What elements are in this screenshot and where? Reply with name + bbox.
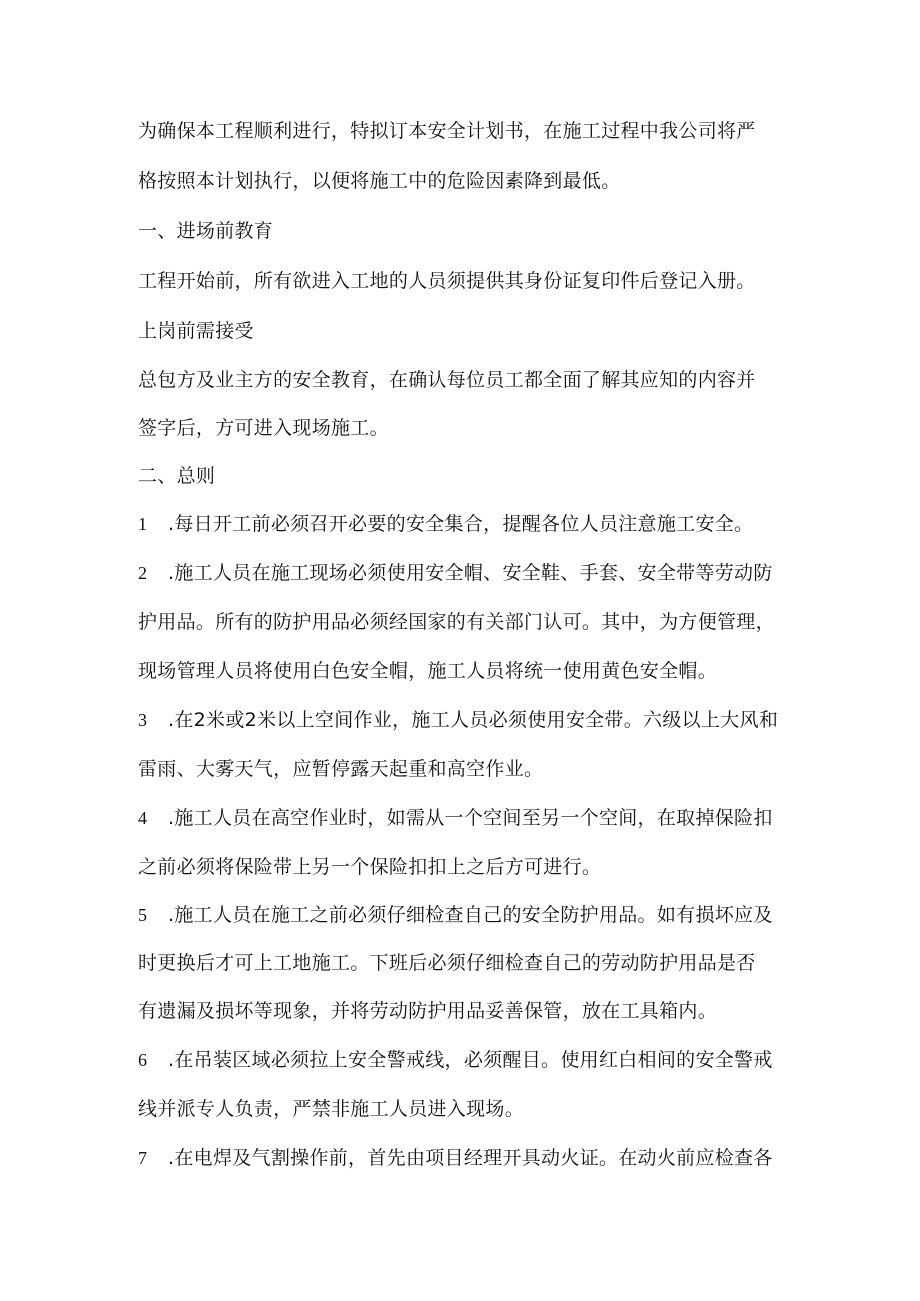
paragraph-line: 签字后，方可进入现场施工。 bbox=[138, 417, 389, 439]
list-item-number: 6 bbox=[138, 1050, 148, 1070]
intro-line-1: 为确保本工程顺利进行，特拟订本安全计划书，在施工过程中我公司将严 bbox=[138, 120, 756, 142]
list-item-continuation: 线并派专人负责，严禁非施工人员进入现场。 bbox=[138, 1098, 525, 1120]
list-item-text: .每日开工前必须召开必要的安全集合，提醒各位人员注意施工安全。 bbox=[168, 513, 754, 535]
intro-line-2: 格按照本计划执行，以便将施工中的危险因素降到最低。 bbox=[138, 170, 621, 192]
list-item-continuation: 雷雨、大雾天气，应暂停露天起重和高空作业。 bbox=[138, 758, 544, 780]
section-heading-2: 二、总则 bbox=[138, 465, 216, 487]
list-item-6 bbox=[138, 1048, 773, 1072]
list-item-continuation: 有遗漏及损坏等现象，并将劳动防护用品妥善保管，放在工具箱内。 bbox=[138, 1000, 718, 1022]
list-item-2 bbox=[138, 561, 773, 585]
list-item-3 bbox=[138, 708, 778, 732]
list-item-continuation: 现场管理人员将使用白色安全帽，施工人员将统一使用黄色安全帽。 bbox=[138, 660, 718, 682]
paragraph-line: 总包方及业主方的安全教育，在确认每位员工都全面了解其应知的内容并 bbox=[138, 369, 756, 391]
list-item-text: .施工人员在施工现场必须使用安全帽、安全鞋、手套、安全带等劳动防 bbox=[168, 562, 773, 584]
list-item-number: 5 bbox=[138, 905, 148, 925]
list-item-4 bbox=[138, 806, 773, 830]
list-item-text: .施工人员在高空作业时，如需从一个空间至另一个空间，在取掉保险扣 bbox=[168, 807, 773, 829]
list-item-1 bbox=[138, 512, 753, 536]
list-item-continuation: 时更换后才可上工地施工。下班后必须仔细检查自己的劳动防护用品是否 bbox=[138, 952, 756, 974]
list-item-text: .在电焊及气割操作前，首先由项目经理开具动火证。在动火前应检查各 bbox=[168, 1147, 773, 1169]
list-item-number: 4 bbox=[138, 808, 148, 828]
list-item-number: 3 bbox=[138, 710, 148, 730]
list-item-7 bbox=[138, 1146, 773, 1170]
list-item-number: 2 bbox=[138, 563, 148, 583]
list-item-number: 7 bbox=[138, 1148, 148, 1168]
list-item-text: .在2米或2米以上空间作业，施工人员必须使用安全带。六级以上大风和 bbox=[168, 709, 779, 731]
section-heading-1: 一、进场前教育 bbox=[138, 220, 274, 242]
list-item-text: .施工人员在施工之前必须仔细检查自己的安全防护用品。如有损坏应及 bbox=[168, 904, 773, 926]
paragraph-line: 工程开始前，所有欲进入工地的人员须提供其身份证复印件后登记入册。 bbox=[138, 270, 756, 292]
list-item-number: 1 bbox=[138, 514, 148, 534]
list-item-continuation: 之前必须将保险带上另一个保险扣扣上之后方可进行。 bbox=[138, 856, 602, 878]
list-item-5 bbox=[138, 903, 773, 927]
list-item-continuation: 护用品。所有的防护用品必须经国家的有关部门认可。其中，为方便管理， bbox=[138, 611, 775, 633]
paragraph-line: 上岗前需接受 bbox=[138, 320, 254, 342]
list-item-text: .在吊装区域必须拉上安全警戒线，必须醒目。使用红白相间的安全警戒 bbox=[168, 1049, 773, 1071]
